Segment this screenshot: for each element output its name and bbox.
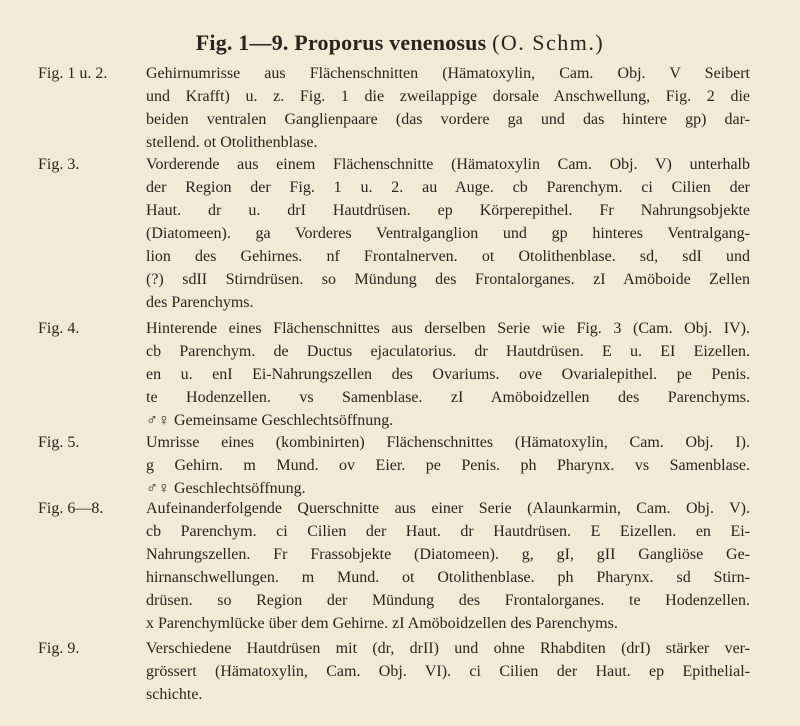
entry-line: lion des Gehirnes. nf Frontalnerven. ot Otolithenblase. sd, sdI und	[146, 248, 750, 265]
entry-line: hirnanschwellungen. m Mund. ot Otolithenblase. ph Pharynx. sd Stirn-	[146, 569, 750, 586]
entry-label: Fig. 3.	[38, 156, 80, 173]
entry-body	[146, 317, 750, 432]
entry-line: Verschiedene Hautdrüsen mit (dr, drII) und ohne Rhabditen (drI) stärker ver-	[146, 640, 750, 657]
entry-body	[146, 153, 750, 314]
entry-line: beiden ventralen Ganglienpaare (das vordere ga und das hintere gp) dar-	[146, 111, 750, 128]
figure-entry-1-2	[38, 62, 750, 154]
figure-entry-9	[38, 637, 750, 706]
entry-line: (?) sdII Stirndrüsen. so Mündung des Frontalorganes. zI Amöboide Zellen	[146, 271, 750, 288]
entry-line: cb Parenchym. de Ductus ejaculatorius. dr Hautdrüsen. E u. EI Eizellen.	[146, 343, 750, 360]
entry-line: der Region der Fig. 1 u. 2. au Auge. cb Parenchym. ci Cilien der	[146, 179, 750, 196]
figure-entry-5	[38, 431, 750, 500]
entry-line: Nahrungszellen. Fr Frassobjekte (Diatomeen). g, gI, gII Gangliöse Ge-	[146, 546, 750, 563]
entry-line: Haut. dr u. drI Hautdrüsen. ep Körperepithel. Fr Nahrungsobjekte	[146, 202, 750, 219]
entry-line: en u. enI Ei-Nahrungszellen des Ovariums. ove Ovarialepithel. pe Penis.	[146, 366, 750, 383]
entry-body	[146, 497, 750, 635]
entry-line: und Krafft) u. z. Fig. 1 die zweilappige dorsale Anschwellung, Fig. 2 die	[146, 88, 750, 105]
entry-line: drüsen. so Region der Mündung des Frontalorganes. te Hodenzellen.	[146, 592, 750, 609]
entry-line: x Parenchymlücke über dem Gehirne. zI Amöboidzellen des Parenchyms.	[146, 615, 618, 632]
entry-line: te Hodenzellen. vs Samenblase. zI Amöboidzellen des Parenchyms.	[146, 389, 750, 406]
entry-line: Gehirnumrisse aus Flächenschnitten (Hämatoxylin, Cam. Obj. V Seibert	[146, 65, 750, 82]
entry-label: Fig. 1 u. 2.	[38, 65, 108, 82]
entry-label: Fig. 5.	[38, 434, 80, 451]
entry-line: stellend. ot Otolithenblase.	[146, 134, 318, 151]
entry-line: Umrisse eines (kombinirten) Flächenschnittes (Hämatoxylin, Cam. Obj. I).	[146, 434, 750, 451]
entry-line: cb Parenchym. ci Cilien der Haut. dr Hautdrüsen. E Eizellen. en Ei-	[146, 523, 750, 540]
entry-label: Fig. 4.	[38, 320, 80, 337]
entry-line: Hinterende eines Flächenschnittes aus derselben Serie wie Fig. 3 (Cam. Obj. IV).	[146, 320, 750, 337]
figure-entry-3	[38, 153, 750, 314]
entry-line: g Gehirn. m Mund. ov Eier. pe Penis. ph Pharynx. vs Samenblase.	[146, 457, 750, 474]
entry-line: ♂♀ Gemeinsame Geschlechtsöffnung.	[146, 412, 394, 429]
entry-line: des Parenchyms.	[146, 294, 254, 311]
title-author: (O. Schm.)	[492, 30, 605, 55]
entry-line: schichte.	[146, 686, 203, 703]
entry-line: Vorderende aus einem Flächenschnitte (Hämatoxylin Cam. Obj. V) unterhalb	[146, 156, 750, 173]
entry-label: Fig. 9.	[38, 640, 80, 657]
title-main: Fig. 1—9. Proporus venenosus	[195, 30, 487, 55]
entry-line: Aufeinanderfolgende Querschnitte aus einer Serie (Alaunkarmin, Cam. Obj. V).	[146, 500, 750, 517]
entry-body	[146, 431, 750, 500]
entry-label: Fig. 6—8.	[38, 500, 104, 517]
entry-body	[146, 637, 750, 706]
entry-line: (Diatomeen). ga Vorderes Ventralganglion und gp hinteres Ventralgang-	[146, 225, 750, 242]
entry-line: grössert (Hämatoxylin, Cam. Obj. VI). ci Cilien der Haut. ep Epithelial-	[146, 663, 750, 680]
figure-entry-6-8	[38, 497, 750, 635]
page-title	[0, 30, 800, 56]
entry-line: ♂♀ Geschlechtsöffnung.	[146, 480, 306, 497]
figure-entry-4	[38, 317, 750, 432]
entry-body	[146, 62, 750, 154]
